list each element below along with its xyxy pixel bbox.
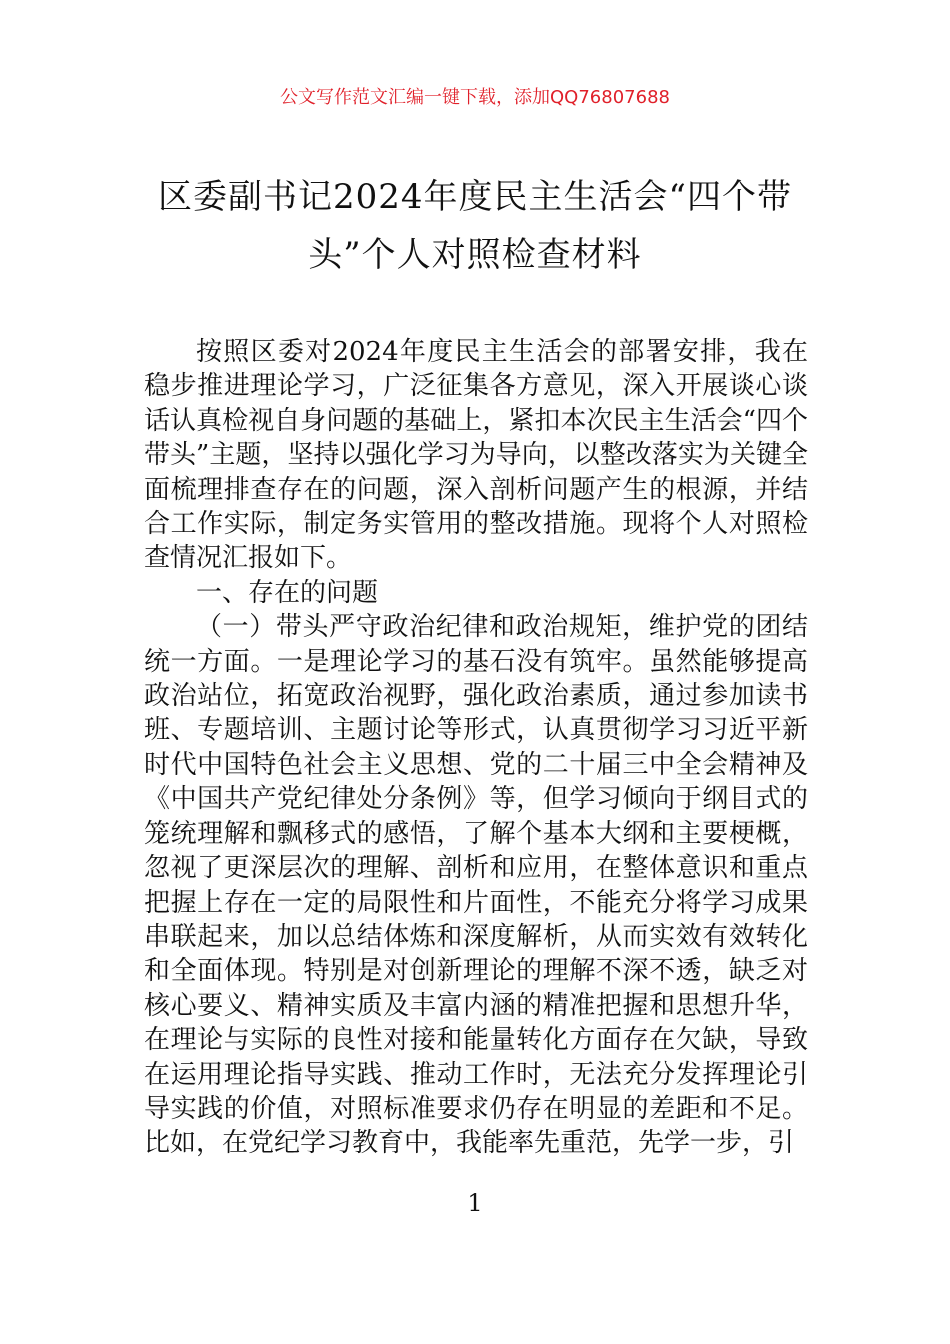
document-body [144, 335, 808, 1161]
section-heading: 一、存在的问题 [196, 577, 379, 608]
issue-paragraph: （一）带头严守政治纪律和政治规矩，维护党的团结统一方面。一是理论学习的基石没有筑牢。虽然能够提高政治站位，拓宽政治视野，强化政治素质，通过参加读书班、专题培训、主题讨论等形式，认真贯彻学习习近平新时代中国特色社会主义思想、党的二十届三中全会精神及《中国共产党纪律处分条例》等，但学习倾向于纲目式的笼统理解和飘移式的感悟，了解个基本大纲和主要梗概，忽视了更深层次的理解、剖析和应用，在整体意识和重点把握上存在一定的局限性和片面性，不能充分将学习成果串联起来，加以总结体炼和深度解析，从而实效有效转化和全面体现。特别是对创新理论的理解不深不透，缺乏对核心要义、精神实质及丰富内涵的精准把握和思想升华，在理论与实际的良性对接和能量转化方面存在欠缺，导致在运用理论指导实践、推动工作时，无法充分发挥理论引导实践的价值，对照标准要求仍存在明显的差距和不足。比如，在党纪学习教育中，我能率先重范，先学一步，引 [144, 612, 808, 1159]
download-notice: 公文写作范文汇编一键下载，添加QQ76807688 [280, 87, 670, 108]
page-number: 1 [467, 1189, 483, 1217]
intro-paragraph: 按照区委对2024年度民主生活会的部署安排，我在稳步推进理论学习，广泛征集各方意见，深入开展谈心谈话认真检视自身问题的基础上，紧扣本次民主生活会“四个带头”主题，坚持以强化学习为导向，以整改落实为关键全面梳理排查存在的问题，深入剖析问题产生的根源，并结合工作实际，制定务实管用的整改措施。现将个人对照检查情况汇报如下。 [144, 337, 808, 574]
document-title: 区委副书记2024年度民主生活会“四个带头”个人对照检查材料 [158, 177, 792, 275]
